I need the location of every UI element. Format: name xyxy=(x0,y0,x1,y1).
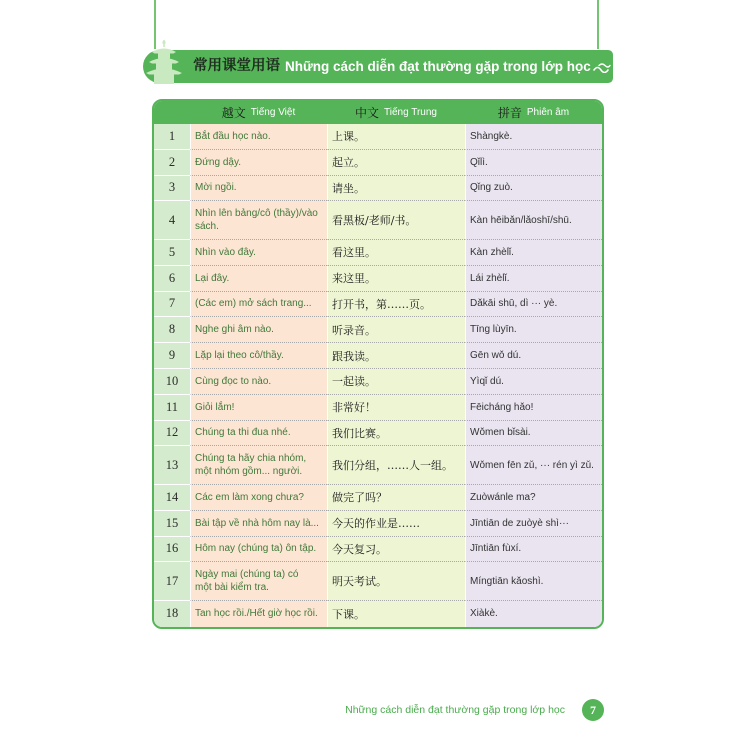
pinyin-phrase: Wǒmen fēn zǔ, ··· rén yì zǔ. xyxy=(470,459,594,471)
row-number-cell xyxy=(154,562,190,601)
vietnamese-phrase: Lại đây. xyxy=(195,272,230,284)
chinese-phrase: 看黑板/老师/书。 xyxy=(332,214,417,228)
pagoda-tier-bottom xyxy=(154,75,174,85)
chinese-phrase-cell xyxy=(327,485,465,511)
pinyin-phrase: Jīntiān fùxí. xyxy=(470,543,522,555)
vietnamese-phrase-cell xyxy=(190,240,327,266)
banner-title-chinese: 常用课堂用语 xyxy=(193,58,280,75)
vietnamese-phrase: Lặp lại theo cô/thầy. xyxy=(195,350,284,362)
vietnamese-phrase-cell xyxy=(190,266,327,292)
chinese-phrase-cell xyxy=(327,124,465,150)
pinyin-phrase-cell xyxy=(465,562,602,601)
vietnamese-phrase: Cùng đọc to nào. xyxy=(195,375,272,387)
vietnamese-phrase: Nhìn lên bảng/cô (thầy)/vào sách. xyxy=(195,208,318,233)
row-number-cell xyxy=(154,511,190,537)
row-number: 17 xyxy=(165,573,179,588)
vietnamese-phrase: Chúng ta thi đua nhé. xyxy=(195,427,291,439)
chinese-phrase: 听录音。 xyxy=(332,323,376,337)
pinyin-phrase: Gēn wǒ dú. xyxy=(470,350,522,362)
table-row xyxy=(154,240,602,266)
chinese-phrase-cell xyxy=(327,446,465,485)
pinyin-phrase-cell xyxy=(465,421,602,447)
pinyin-phrase: Qǐlì. xyxy=(470,156,488,168)
pagoda-roof-top xyxy=(152,49,176,54)
chinese-phrase-cell xyxy=(327,240,465,266)
row-number-cell xyxy=(154,343,190,369)
pagoda-icon xyxy=(146,40,182,84)
chinese-phrase: 请坐。 xyxy=(332,181,365,195)
pinyin-phrase-cell xyxy=(465,343,602,369)
table-row xyxy=(154,201,602,240)
row-number: 13 xyxy=(165,457,179,472)
row-number-cell xyxy=(154,317,190,343)
table-row xyxy=(154,395,602,421)
vietnamese-phrase-cell xyxy=(190,317,327,343)
chinese-phrase-cell xyxy=(327,511,465,537)
pinyin-phrase-cell xyxy=(465,176,602,202)
chinese-phrase-cell xyxy=(327,601,465,627)
pagoda-roof-middle xyxy=(149,58,179,64)
row-number-cell xyxy=(154,369,190,395)
chinese-phrase: 下课。 xyxy=(332,607,365,621)
header-vietnamese-label-vi: Tiếng Việt xyxy=(250,107,296,118)
pinyin-phrase-cell xyxy=(465,292,602,318)
chinese-phrase-cell xyxy=(327,150,465,176)
header-pinyin-column xyxy=(465,101,602,124)
vietnamese-phrase: Bài tập về nhà hôm nay là... xyxy=(195,517,319,529)
vietnamese-phrase: (Các em) mở sách trang... xyxy=(195,298,312,310)
pinyin-phrase-cell xyxy=(465,395,602,421)
table-row xyxy=(154,511,602,537)
vietnamese-phrase: Mời ngồi. xyxy=(195,182,237,194)
phrase-table xyxy=(152,99,604,629)
row-number: 11 xyxy=(165,399,179,414)
chinese-phrase: 做完了吗？ xyxy=(332,491,387,505)
pinyin-phrase-cell xyxy=(465,369,602,395)
row-number-cell xyxy=(154,292,190,318)
chinese-phrase-cell xyxy=(327,292,465,318)
row-number: 5 xyxy=(168,244,176,259)
pinyin-phrase: Fēicháng hǎo! xyxy=(470,401,534,413)
row-number: 15 xyxy=(165,515,179,530)
vietnamese-phrase: Bắt đầu học nào. xyxy=(195,130,271,142)
vietnamese-phrase: Chúng ta hãy chia nhóm, một nhóm gồm... người. xyxy=(195,453,307,478)
pagoda-tier-top xyxy=(158,54,170,59)
row-number-cell xyxy=(154,601,190,627)
row-number-cell xyxy=(154,176,190,202)
table-row xyxy=(154,266,602,292)
chinese-phrase-cell xyxy=(327,395,465,421)
row-number-cell xyxy=(154,537,190,563)
vietnamese-phrase-cell xyxy=(190,485,327,511)
table-header xyxy=(154,101,602,124)
pinyin-phrase-cell xyxy=(465,266,602,292)
chinese-phrase-cell xyxy=(327,317,465,343)
vietnamese-phrase-cell xyxy=(190,150,327,176)
chinese-phrase: 打开书，第……页。 xyxy=(332,297,431,311)
pinyin-phrase-cell xyxy=(465,240,602,266)
row-number: 9 xyxy=(168,348,176,363)
table-row xyxy=(154,292,602,318)
header-vietnamese-column xyxy=(190,101,327,124)
table-row xyxy=(154,343,602,369)
pinyin-phrase: Yìqǐ dú. xyxy=(470,375,504,387)
vietnamese-phrase-cell xyxy=(190,537,327,563)
row-number: 4 xyxy=(168,212,176,227)
section-banner xyxy=(143,50,613,83)
pinyin-phrase-cell xyxy=(465,317,602,343)
row-number: 6 xyxy=(168,270,176,285)
pinyin-phrase: Shàngkè. xyxy=(470,130,513,142)
table-row xyxy=(154,537,602,563)
row-number: 1 xyxy=(168,128,176,143)
row-number-cell xyxy=(154,421,190,447)
vietnamese-phrase-cell xyxy=(190,421,327,447)
row-number: 14 xyxy=(165,489,179,504)
pinyin-phrase-cell xyxy=(465,511,602,537)
table-row xyxy=(154,150,602,176)
row-number: 10 xyxy=(165,373,179,388)
chinese-phrase: 我们比赛。 xyxy=(332,426,387,440)
pinyin-phrase: Wǒmen bǐsài. xyxy=(470,427,531,439)
table-row xyxy=(154,446,602,485)
footer-section-title: Những cách diễn đạt thường gặp trong lớp học xyxy=(345,704,565,716)
wave-stroke-lower xyxy=(594,68,608,73)
pagoda-roof-bottom xyxy=(146,69,182,75)
pinyin-phrase-cell xyxy=(465,601,602,627)
vietnamese-phrase-cell xyxy=(190,369,327,395)
row-number-cell xyxy=(154,395,190,421)
chinese-phrase-cell xyxy=(327,176,465,202)
vietnamese-phrase-cell xyxy=(190,511,327,537)
vietnamese-phrase-cell xyxy=(190,601,327,627)
chinese-phrase: 看这里。 xyxy=(332,246,376,260)
table-row xyxy=(154,562,602,601)
chinese-phrase: 一起读。 xyxy=(332,375,376,389)
header-vietnamese-label-zh: 越文 xyxy=(221,106,246,120)
table-row xyxy=(154,317,602,343)
pinyin-phrase: Zuòwánle ma? xyxy=(470,491,536,503)
vietnamese-phrase: Ngày mai (chúng ta) có một bài kiểm tra. xyxy=(195,569,299,594)
row-number: 18 xyxy=(165,606,179,621)
header-pinyin-label-zh: 拼音 xyxy=(497,106,522,120)
vietnamese-phrase: Hôm nay (chúng ta) ôn tập. xyxy=(195,543,317,555)
pinyin-phrase-cell xyxy=(465,446,602,485)
table-row xyxy=(154,176,602,202)
table-body xyxy=(154,124,602,627)
hanging-line-right xyxy=(597,0,599,49)
table-row xyxy=(154,421,602,447)
chinese-phrase-cell xyxy=(327,369,465,395)
pinyin-phrase-cell xyxy=(465,124,602,150)
chinese-phrase-cell xyxy=(327,201,465,240)
table-row xyxy=(154,601,602,627)
header-chinese-column xyxy=(327,101,465,124)
pinyin-phrase-cell xyxy=(465,537,602,563)
chinese-phrase: 明天考试。 xyxy=(332,575,387,589)
chinese-phrase: 跟我读。 xyxy=(332,349,376,363)
table-row xyxy=(154,369,602,395)
pinyin-phrase-cell xyxy=(465,201,602,240)
vietnamese-phrase: Nhìn vào đây. xyxy=(195,246,256,258)
pinyin-phrase: Dǎkāi shū, dì ··· yè. xyxy=(470,298,558,310)
pinyin-phrase: Míngtiān kǎoshì. xyxy=(470,575,544,587)
vietnamese-phrase-cell xyxy=(190,446,327,485)
table-row xyxy=(154,124,602,150)
pinyin-phrase: Jīntiān de zuòyè shì··· xyxy=(470,517,569,529)
pinyin-phrase: Kàn hēibǎn/lǎoshī/shū. xyxy=(470,214,572,226)
chinese-phrase: 今天复习。 xyxy=(332,542,387,556)
wave-icon xyxy=(593,61,611,73)
chinese-phrase-cell xyxy=(327,562,465,601)
vietnamese-phrase-cell xyxy=(190,395,327,421)
row-number: 7 xyxy=(168,296,176,311)
vietnamese-phrase: Tan học rồi./Hết giờ học rồi. xyxy=(195,608,318,620)
pinyin-phrase: Kàn zhèlǐ. xyxy=(470,246,514,258)
row-number-cell xyxy=(154,485,190,511)
vietnamese-phrase: Đứng dậy. xyxy=(195,156,241,168)
pinyin-phrase: Tīng lùyīn. xyxy=(470,324,517,336)
vietnamese-phrase-cell xyxy=(190,292,327,318)
row-number-cell xyxy=(154,150,190,176)
vietnamese-phrase-cell xyxy=(190,124,327,150)
vietnamese-phrase-cell xyxy=(190,343,327,369)
chinese-phrase: 非常好！ xyxy=(332,401,376,415)
pinyin-phrase-cell xyxy=(465,150,602,176)
vietnamese-phrase-cell xyxy=(190,562,327,601)
page-number: 7 xyxy=(590,702,596,717)
chinese-phrase: 今天的作业是…… xyxy=(332,517,420,531)
header-number-column xyxy=(154,101,190,124)
vietnamese-phrase: Các em làm xong chưa? xyxy=(195,491,304,503)
row-number: 2 xyxy=(168,154,176,169)
chinese-phrase: 来这里。 xyxy=(332,272,376,286)
row-number: 3 xyxy=(168,180,176,195)
chinese-phrase-cell xyxy=(327,421,465,447)
pinyin-phrase: Lái zhèlǐ. xyxy=(470,272,510,284)
row-number-cell xyxy=(154,446,190,485)
chinese-phrase: 起立。 xyxy=(332,156,365,170)
vietnamese-phrase-cell xyxy=(190,201,327,240)
pinyin-phrase-cell xyxy=(465,485,602,511)
vietnamese-phrase: Nghe ghi âm nào. xyxy=(195,324,274,336)
row-number-cell xyxy=(154,266,190,292)
pinyin-phrase: Xiàkè. xyxy=(470,608,498,620)
row-number-cell xyxy=(154,124,190,150)
pagoda-finial xyxy=(162,41,165,44)
pinyin-phrase: Qǐng zuò. xyxy=(470,182,513,194)
row-number-cell xyxy=(154,240,190,266)
chinese-phrase-cell xyxy=(327,537,465,563)
header-pinyin-label-vi: Phiên âm xyxy=(526,107,570,118)
row-number: 8 xyxy=(168,322,176,337)
header-chinese-label-zh: 中文 xyxy=(354,106,379,120)
page-number-badge xyxy=(582,699,604,721)
chinese-phrase-cell xyxy=(327,343,465,369)
row-number: 16 xyxy=(165,541,179,556)
row-number: 12 xyxy=(165,425,179,440)
chinese-phrase: 上课。 xyxy=(332,130,365,144)
chinese-phrase-cell xyxy=(327,266,465,292)
vietnamese-phrase-cell xyxy=(190,176,327,202)
wave-stroke-upper xyxy=(599,64,610,67)
table-row xyxy=(154,485,602,511)
vietnamese-phrase: Giỏi lắm! xyxy=(195,401,235,413)
row-number-cell xyxy=(154,201,190,240)
chinese-phrase: 我们分组，……人一组。 xyxy=(332,459,453,473)
header-chinese-label-vi: Tiếng Trung xyxy=(384,107,437,118)
banner-title-vietnamese: Những cách diễn đạt thường gặp trong lớp học xyxy=(285,58,591,74)
